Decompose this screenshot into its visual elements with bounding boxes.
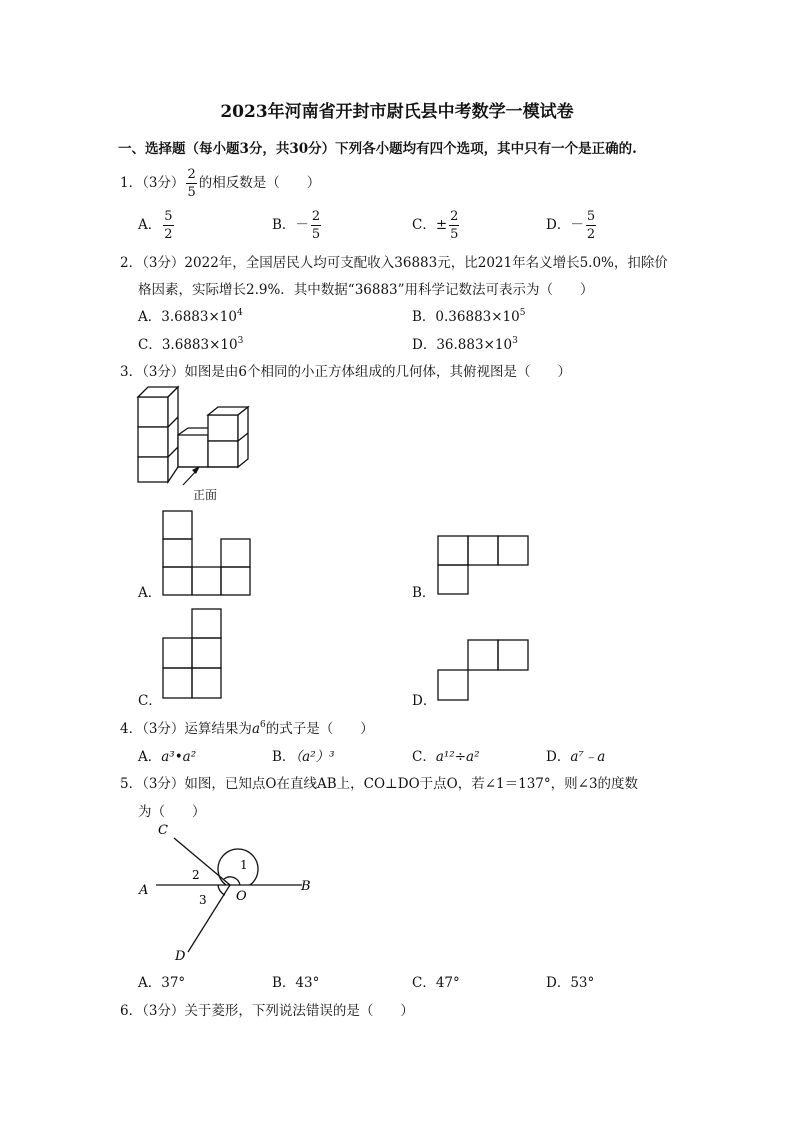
q1-prefix: 1．（3分） (120, 175, 185, 191)
question-5-line2: 为（ ） (138, 804, 206, 820)
angle-figure (130, 822, 330, 967)
question-2-line1: 2．（3分）2022年，全国居民人均可支配收入36883元，比2021年名义增长5.0%，扣除价 (120, 255, 668, 271)
q1-fraction: $\frac{2}{5}$ (187, 167, 196, 200)
q4-option-b[interactable]: B．（a²）³ (272, 749, 335, 765)
q1-option-a[interactable]: A． $\frac{5}{2}$ (138, 209, 173, 242)
angle-2-label: 2 (192, 868, 200, 882)
q3-option-d-figure[interactable] (437, 639, 529, 701)
question-1 (120, 168, 320, 199)
label-B: B (301, 879, 311, 894)
angle-1-label: 1 (240, 858, 248, 872)
q4-option-d[interactable]: D．a⁷﹣a (546, 749, 606, 765)
q3-option-c-figure[interactable] (162, 608, 224, 700)
q1-option-b[interactable]: B．－ $\frac{2}{5}$ (272, 209, 321, 242)
label-A: A (139, 883, 149, 898)
q3-option-d-label[interactable]: D． (412, 693, 437, 709)
q2-option-c[interactable]: C．$3.6883\times 10^3$ (138, 336, 244, 353)
page-title: 2023年河南省开封市尉氏县中考数学一模试卷 (220, 102, 574, 122)
q1-suffix: 的相反数是（ ） (198, 175, 321, 191)
front-label: 正面 (193, 488, 218, 502)
question-4: 4．（3分）运算结果为$a^6$的式子是（ ） (120, 720, 374, 737)
q5-option-c[interactable]: C．47° (412, 975, 460, 991)
section-heading: 一、选择题（每小题3分，共30分）下列各小题均有四个选项，其中只有一个是正确的. (118, 141, 637, 157)
q5-option-a[interactable]: A．37° (138, 975, 186, 991)
label-O: O (236, 889, 247, 904)
question-3: 3．（3分）如图是由6个相同的小正方体组成的几何体，其俯视图是（ ） (120, 364, 572, 380)
q1-option-c[interactable]: C．± $\frac{2}{5}$ (412, 209, 459, 242)
q4-option-c[interactable]: C．a¹²÷a² (412, 749, 480, 765)
q4-option-a[interactable]: A．a³•a² (138, 749, 197, 765)
q1-option-d[interactable]: D．－ $\frac{5}{2}$ (546, 209, 596, 242)
q3-option-b-figure[interactable] (437, 535, 529, 595)
angle-3-label: 3 (199, 893, 207, 907)
label-D: D (175, 949, 186, 964)
q3-option-b-label[interactable]: B． (412, 585, 436, 601)
q5-option-d[interactable]: D．53° (546, 975, 595, 991)
q2-option-a[interactable]: A．$3.6883\times 10^4$ (138, 308, 243, 325)
label-C: C (158, 823, 168, 838)
q2-option-d[interactable]: D．$36.883\times 10^3$ (412, 336, 518, 353)
q2-option-b[interactable]: B．$0.36883\times 10^5$ (412, 308, 526, 325)
q5-option-b[interactable]: B．43° (272, 975, 320, 991)
q3-option-c-label[interactable]: C． (138, 693, 162, 709)
q3-option-a-figure[interactable] (162, 510, 252, 598)
question-6: 6．（3分）关于菱形，下列说法错误的是（ ） (120, 1003, 414, 1019)
question-2-line2: 格因素，实际增长2.9%．其中数据“36883”用科学记数法可表示为（ ） (138, 282, 594, 298)
question-5-line1: 5．（3分）如图，已知点O在直线AB上，CO⊥DO于点O，若∠1＝137°，则∠3的度数 (120, 776, 639, 792)
q3-option-a-label[interactable]: A． (138, 585, 162, 601)
